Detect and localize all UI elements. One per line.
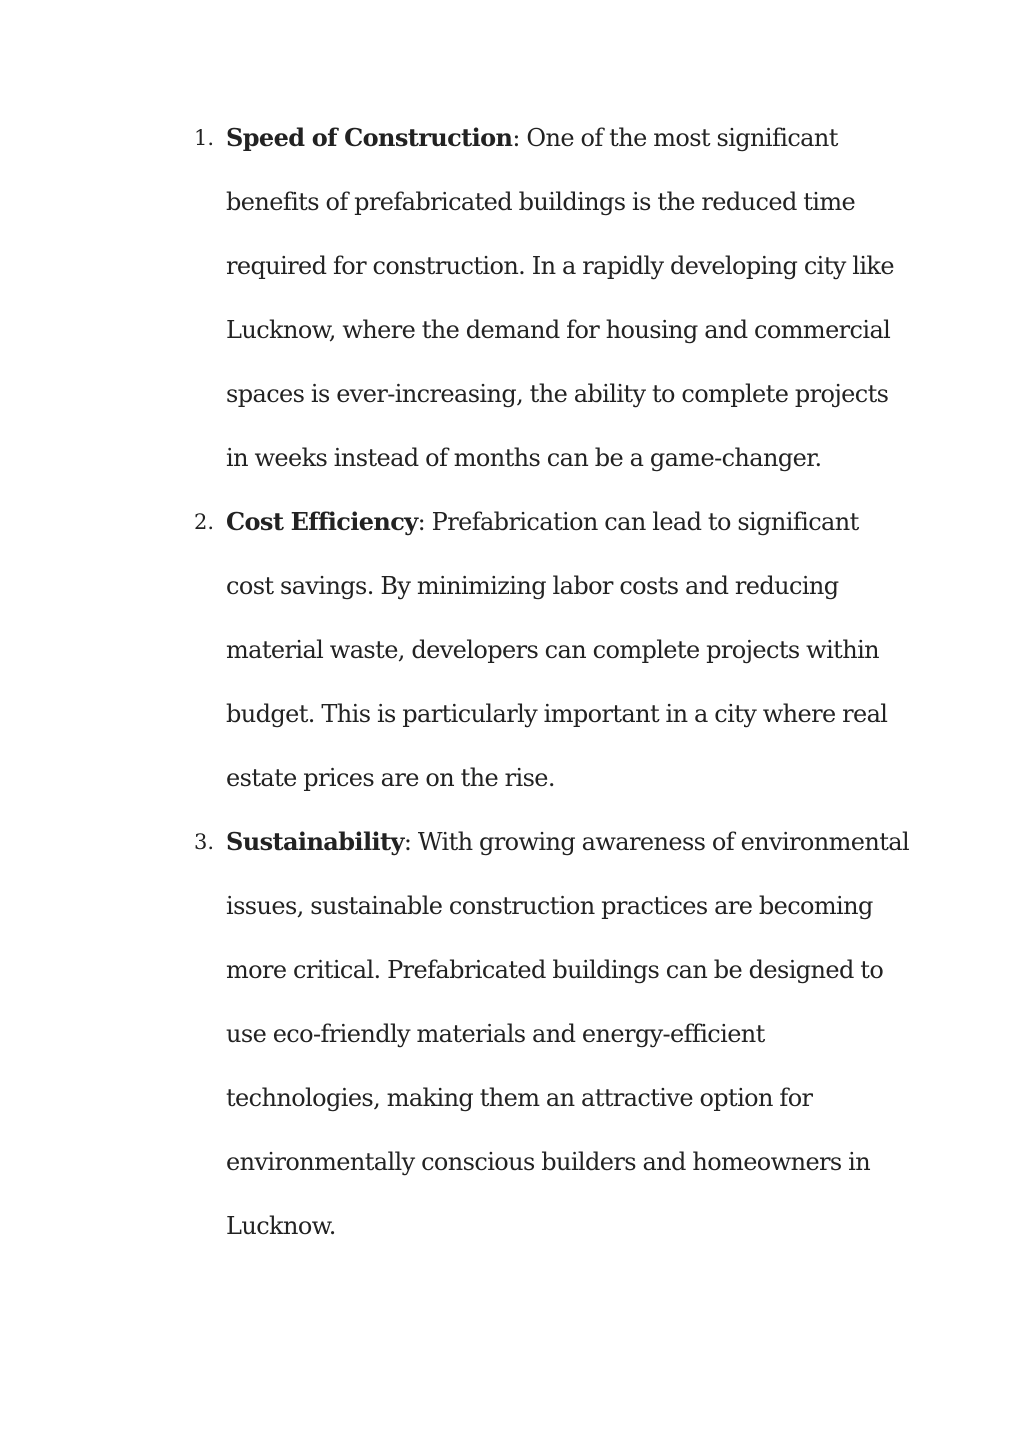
list-item-separator: : — [403, 828, 412, 856]
list-item-body: With growing awareness of environmental issues, sustainable construction practices are becoming more critical. Prefabricated buildings can be designed to use eco-friendly materials and energy-efficient technologies, making them an attractive option for environmentally conscious builders and homeowners in Lucknow. — [226, 828, 910, 1240]
list-item-text — [226, 490, 910, 810]
list-item-title: Cost Efficiency — [226, 507, 418, 536]
list-item-number: 3. — [194, 830, 215, 854]
list-item-sustainability — [190, 810, 910, 1258]
list-item-text — [226, 106, 910, 490]
list-item-text — [226, 810, 910, 1258]
list-item-separator: : — [512, 124, 520, 152]
list-item-title: Speed of Construction — [226, 123, 513, 152]
list-item-number: 1. — [194, 126, 215, 150]
list-item-speed-of-construction — [190, 106, 910, 490]
list-item-body: One of the most significant benefits of prefabricated buildings is the reduced time required for construction. In a rapidly developing city like Lucknow, where the demand for housing and commercial spaces is ever-increasing, the ability to complete projects in weeks instead of months can be a game-changer. — [226, 124, 894, 472]
list-item-cost-efficiency — [190, 490, 910, 810]
list-item-title: Sustainability — [226, 827, 404, 856]
list-item-body: Prefabrication can lead to significant cost savings. By minimizing labor costs and reducing material waste, developers can complete projects within budget. This is particularly important in a city where real estate prices are on the rise. — [226, 508, 888, 792]
benefits-list — [190, 106, 910, 1258]
list-item-separator: : — [417, 508, 426, 536]
list-item-number: 2. — [194, 510, 215, 534]
